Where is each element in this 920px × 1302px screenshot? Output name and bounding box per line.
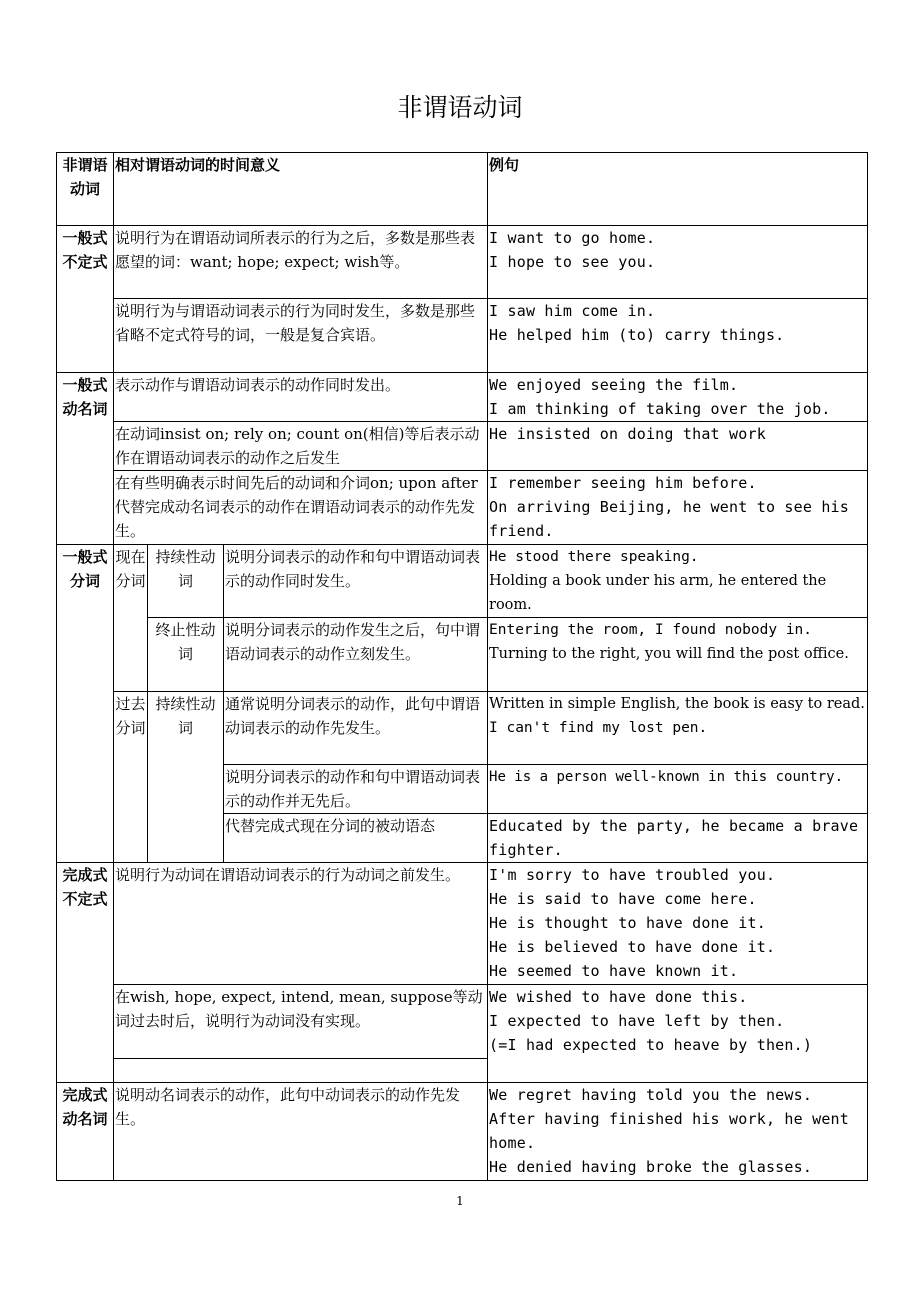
example-cell <box>488 226 868 299</box>
example-sentence: I expected to have left by then. <box>489 1012 785 1030</box>
example-sentence: I want to go home. <box>489 229 656 247</box>
category-perfect-gerund: 完成式动名词 <box>57 1083 114 1181</box>
example-cell <box>488 618 868 692</box>
example-sentence: He insisted on doing that work <box>489 425 766 443</box>
meaning-cell: 说明行为与谓语动词表示的行为同时发生，多数是那些省略不定式符号的词，一般是复合宾语。 <box>114 299 488 373</box>
header-category: 非谓语动词 <box>57 153 114 226</box>
meaning-cell: 在动词insist on; rely on; count on(相信)等后表示动作在谓语动词表示的动作之后发生 <box>114 422 488 471</box>
table-row <box>57 545 868 618</box>
verb-type-durative: 持续性动词 <box>148 545 224 618</box>
meaning-cell: 说明分词表示的动作和句中谓语动词表示的动作同时发生。 <box>224 545 488 618</box>
category-simple-participle: 一般式分词 <box>57 545 114 863</box>
example-sentence: He denied having broke the glasses. <box>489 1158 813 1176</box>
example-sentence: He is a person well-known in this country. <box>489 769 844 785</box>
header-examples: 例句 <box>488 153 868 226</box>
present-participle-label: 现在分词 <box>114 545 148 692</box>
category-simple-infinitive: 一般式不定式 <box>57 226 114 373</box>
table-row <box>57 373 868 422</box>
example-sentence: I saw him come in. <box>489 302 656 320</box>
meaning-cell: 表示动作与谓语动词表示的动作同时发出。 <box>114 373 488 422</box>
meaning-cell: 代替完成式现在分词的被动语态 <box>224 814 488 863</box>
example-sentence: I can't find my lost pen. <box>489 720 708 736</box>
example-sentence: After having finished his work, he went home. <box>489 1110 850 1152</box>
example-cell <box>488 863 868 985</box>
meaning-cell: 通常说明分词表示的动作，此句中谓语动词表示的动作先发生。 <box>224 692 488 765</box>
category-simple-gerund: 一般式动名词 <box>57 373 114 545</box>
category-perfect-infinitive: 完成式不定式 <box>57 863 114 1083</box>
meaning-cell: 说明行为在谓语动词所表示的行为之后，多数是那些表愿望的词：want; hope; expect; wish等。 <box>114 226 488 299</box>
example-sentence: He seemed to have known it. <box>489 962 739 980</box>
example-sentence: I'm sorry to have troubled you. <box>489 866 776 884</box>
example-cell <box>488 692 868 765</box>
example-sentence: He helped him (to) carry things. <box>489 326 785 344</box>
example-sentence: We wished to have done this. <box>489 988 748 1006</box>
example-cell <box>488 471 868 545</box>
table-row <box>57 618 868 692</box>
table-row <box>57 863 868 985</box>
table-row <box>57 226 868 299</box>
example-cell <box>488 765 868 814</box>
example-sentence: Holding a book under his arm, he entered the room. <box>489 573 827 613</box>
example-sentence: I remember seeing him before. <box>489 474 757 492</box>
verb-type-durative: 持续性动词 <box>148 692 224 863</box>
example-sentence: Written in simple English, the book is easy to read. <box>489 696 865 712</box>
example-cell <box>488 814 868 863</box>
example-cell <box>488 1083 868 1181</box>
example-cell <box>488 373 868 422</box>
example-cell <box>488 545 868 618</box>
example-sentence: He stood there speaking. <box>489 549 699 565</box>
example-sentence: We regret having told you the news. <box>489 1086 813 1104</box>
table-row <box>57 422 868 471</box>
empty-cell <box>114 1059 488 1083</box>
example-sentence: Turning to the right, you will find the post office. <box>489 646 849 662</box>
example-sentence: (=I had expected to heave by then.) <box>489 1036 813 1054</box>
example-sentence: We enjoyed seeing the film. <box>489 376 739 394</box>
example-sentence: I hope to see you. <box>489 253 656 271</box>
header-time-meaning: 相对谓语动词的时间意义 <box>114 153 488 226</box>
meaning-cell: 在有些明确表示时间先后的动词和介词on; upon after代替完成动名词表示的动作在谓语动词表示的动作先发生。 <box>114 471 488 545</box>
table-header-row <box>57 153 868 226</box>
meaning-cell: 说明动名词表示的动作，此句中动词表示的动作先发生。 <box>114 1083 488 1181</box>
example-sentence: He is believed to have done it. <box>489 938 776 956</box>
table-row <box>57 985 868 1059</box>
meaning-cell: 说明行为动词在谓语动词表示的行为动词之前发生。 <box>114 863 488 985</box>
example-cell <box>488 299 868 373</box>
example-sentence: On arriving Beijing, he went to see his friend. <box>489 498 850 540</box>
example-sentence: Entering the room, I found nobody in. <box>489 622 813 638</box>
meaning-cell: 在wish, hope, expect, intend, mean, suppose等动词过去时后，说明行为动词没有实现。 <box>114 985 488 1059</box>
example-cell <box>488 422 868 471</box>
page-number: 1 <box>456 1194 464 1208</box>
table-row <box>57 299 868 373</box>
example-sentence: Educated by the party, he became a brave fighter. <box>489 817 859 859</box>
example-cell <box>488 985 868 1083</box>
non-finite-verbs-table <box>56 152 868 1181</box>
example-sentence: He is said to have come here. <box>489 890 757 908</box>
example-sentence: He is thought to have done it. <box>489 914 766 932</box>
table-row <box>57 692 868 765</box>
verb-type-terminative: 终止性动词 <box>148 618 224 692</box>
example-sentence: I am thinking of taking over the job. <box>489 400 831 418</box>
past-participle-label: 过去分词 <box>114 692 148 863</box>
meaning-cell: 说明分词表示的动作和句中谓语动词表示的动作并无先后。 <box>224 765 488 814</box>
table-row <box>57 1083 868 1181</box>
table-row <box>57 471 868 545</box>
page-title: 非谓语动词 <box>397 93 523 122</box>
meaning-cell: 说明分词表示的动作发生之后，句中谓语动词表示的动作立刻发生。 <box>224 618 488 692</box>
